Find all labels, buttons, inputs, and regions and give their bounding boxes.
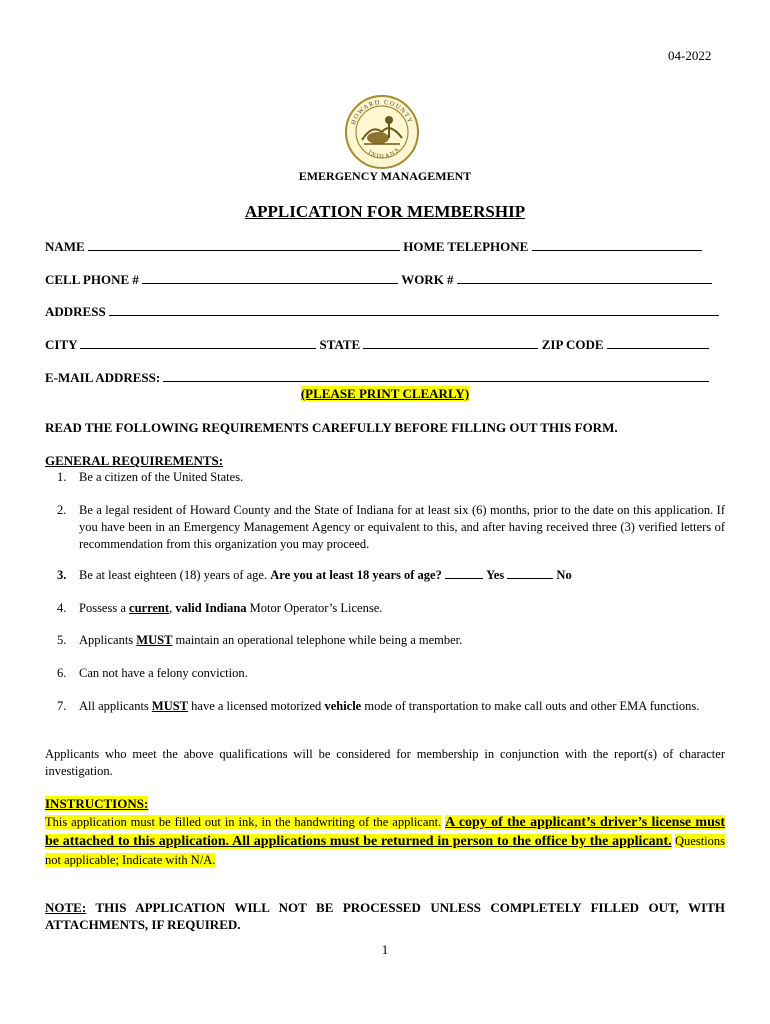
requirement-3 xyxy=(45,567,725,584)
email-field[interactable] xyxy=(163,370,709,382)
requirement-number: 3. xyxy=(57,568,67,582)
requirement-text: have a licensed motorized xyxy=(191,699,322,713)
city-label: CITY xyxy=(45,337,78,352)
requirement-text: Motor Operator’s License. xyxy=(249,601,383,615)
valid-indiana-emphasis: valid Indiana xyxy=(175,601,247,615)
requirement-number: 4. xyxy=(57,601,67,615)
requirement-text: Possess a xyxy=(79,601,126,615)
cell-phone-field[interactable] xyxy=(142,272,398,284)
address-row xyxy=(45,304,725,320)
requirement-7 xyxy=(45,698,725,732)
must-emphasis: MUST xyxy=(151,699,189,713)
name-label: NAME xyxy=(45,239,85,254)
state-field[interactable] xyxy=(363,337,538,349)
requirement-number: 5. xyxy=(57,633,67,647)
requirement-6 xyxy=(45,665,725,682)
email-row xyxy=(45,370,725,386)
home-telephone-field[interactable] xyxy=(532,239,702,251)
requirement-text: Be at least eighteen (18) years of age. xyxy=(79,568,268,582)
svg-text:HOWARD COUNTY: HOWARD COUNTY xyxy=(350,98,414,126)
print-note-wrap xyxy=(0,386,770,402)
processing-note xyxy=(45,899,725,933)
read-notice: READ THE FOLLOWING REQUIREMENTS CAREFULLY BEFORE FILLING OUT THIS FORM. xyxy=(45,420,618,435)
requirement-number: 6. xyxy=(57,666,67,680)
cell-phone-row xyxy=(45,272,725,288)
requirement-number: 1. xyxy=(57,470,67,484)
name-row xyxy=(45,239,725,255)
requirement-text: All applicants xyxy=(79,699,149,713)
home-telephone-label: HOME TELEPHONE xyxy=(403,239,529,254)
requirement-5 xyxy=(45,632,725,649)
zip-label: ZIP CODE xyxy=(541,337,604,352)
requirement-text: Can not have a felony conviction. xyxy=(79,666,248,680)
age-yes-blank[interactable] xyxy=(445,567,483,579)
requirement-text: Be a legal resident of Howard County and the State of Indiana for at least six (6) months, prior to the date on this application. If you have been in an Emergency Management Agency or equivalent to this, and after having received three (3) verified letters of recommendation from this organization you may proceed. xyxy=(79,503,725,551)
age-yes-label: Yes xyxy=(486,568,505,582)
zip-field[interactable] xyxy=(607,337,709,349)
svg-text:INDIANA: INDIANA xyxy=(366,145,402,161)
work-label: WORK # xyxy=(401,272,454,287)
requirement-number: 7. xyxy=(57,699,67,713)
must-emphasis: MUST xyxy=(136,633,173,647)
instructions-heading: INSTRUCTIONS: xyxy=(45,796,149,811)
age-question: Are you at least 18 years of age? xyxy=(270,568,442,582)
city-row xyxy=(45,337,725,353)
instructions-license-text: A copy of the applicant’s driver’s license must be attached to this application. All applications must be returned in person to the office by the applicant. xyxy=(45,815,725,849)
requirement-text: maintain an operational telephone while being a member. xyxy=(175,633,463,647)
state-label: STATE xyxy=(319,337,361,352)
requirement-text: Applicants xyxy=(79,633,134,647)
requirements-heading: GENERAL REQUIREMENTS: xyxy=(45,453,224,468)
current-emphasis: current xyxy=(129,601,170,615)
requirement-1 xyxy=(45,469,725,486)
cell-phone-label: CELL PHONE # xyxy=(45,272,139,287)
county-seal-logo xyxy=(344,94,420,170)
note-text: THIS APPLICATION WILL NOT BE PROCESSED UNLESS COMPLETELY FILLED OUT, WITH ATTACHMENTS, IF REQUIRED. xyxy=(45,900,725,932)
address-field[interactable] xyxy=(109,304,719,316)
instructions-body xyxy=(45,813,725,869)
instructions-heading-wrap xyxy=(45,796,148,812)
requirement-4: 4. Possess a current, valid Indiana Motor Operator’s License. xyxy=(57,601,383,615)
qualification-note: Applicants who meet the above qualifications will be considered for membership in conjunction with the report(s) of character investigation. xyxy=(45,747,725,778)
city-field[interactable] xyxy=(80,337,316,349)
requirement-2 xyxy=(45,502,725,554)
page-title: APPLICATION FOR MEMBERSHIP xyxy=(244,202,526,221)
address-label: ADDRESS xyxy=(45,304,106,319)
note-label: NOTE: xyxy=(45,900,87,915)
age-no-label: No xyxy=(556,568,572,582)
email-label: E-MAIL ADDRESS: xyxy=(45,370,161,385)
print-clearly-note: (PLEASE PRINT CLEARLY) xyxy=(300,386,470,401)
agency-name: EMERGENCY MANAGEMENT xyxy=(298,169,472,183)
requirement-text: mode of transportation to make call outs and other EMA functions. xyxy=(364,699,700,713)
instructions-ink-text: This application must be filled out in ink, in the handwriting of the applicant. xyxy=(45,815,442,829)
vehicle-emphasis: vehicle xyxy=(324,699,362,713)
page-number: 1 xyxy=(381,942,389,957)
instructions-na-text: Questions not applicable; Indicate with N/A. xyxy=(45,834,725,867)
age-no-blank[interactable] xyxy=(507,567,553,579)
requirement-number: 2. xyxy=(57,503,67,517)
work-phone-field[interactable] xyxy=(457,272,712,284)
requirement-text: Be a citizen of the United States. xyxy=(79,470,244,484)
name-field[interactable] xyxy=(88,239,400,251)
form-code: 04-2022 xyxy=(668,48,712,63)
